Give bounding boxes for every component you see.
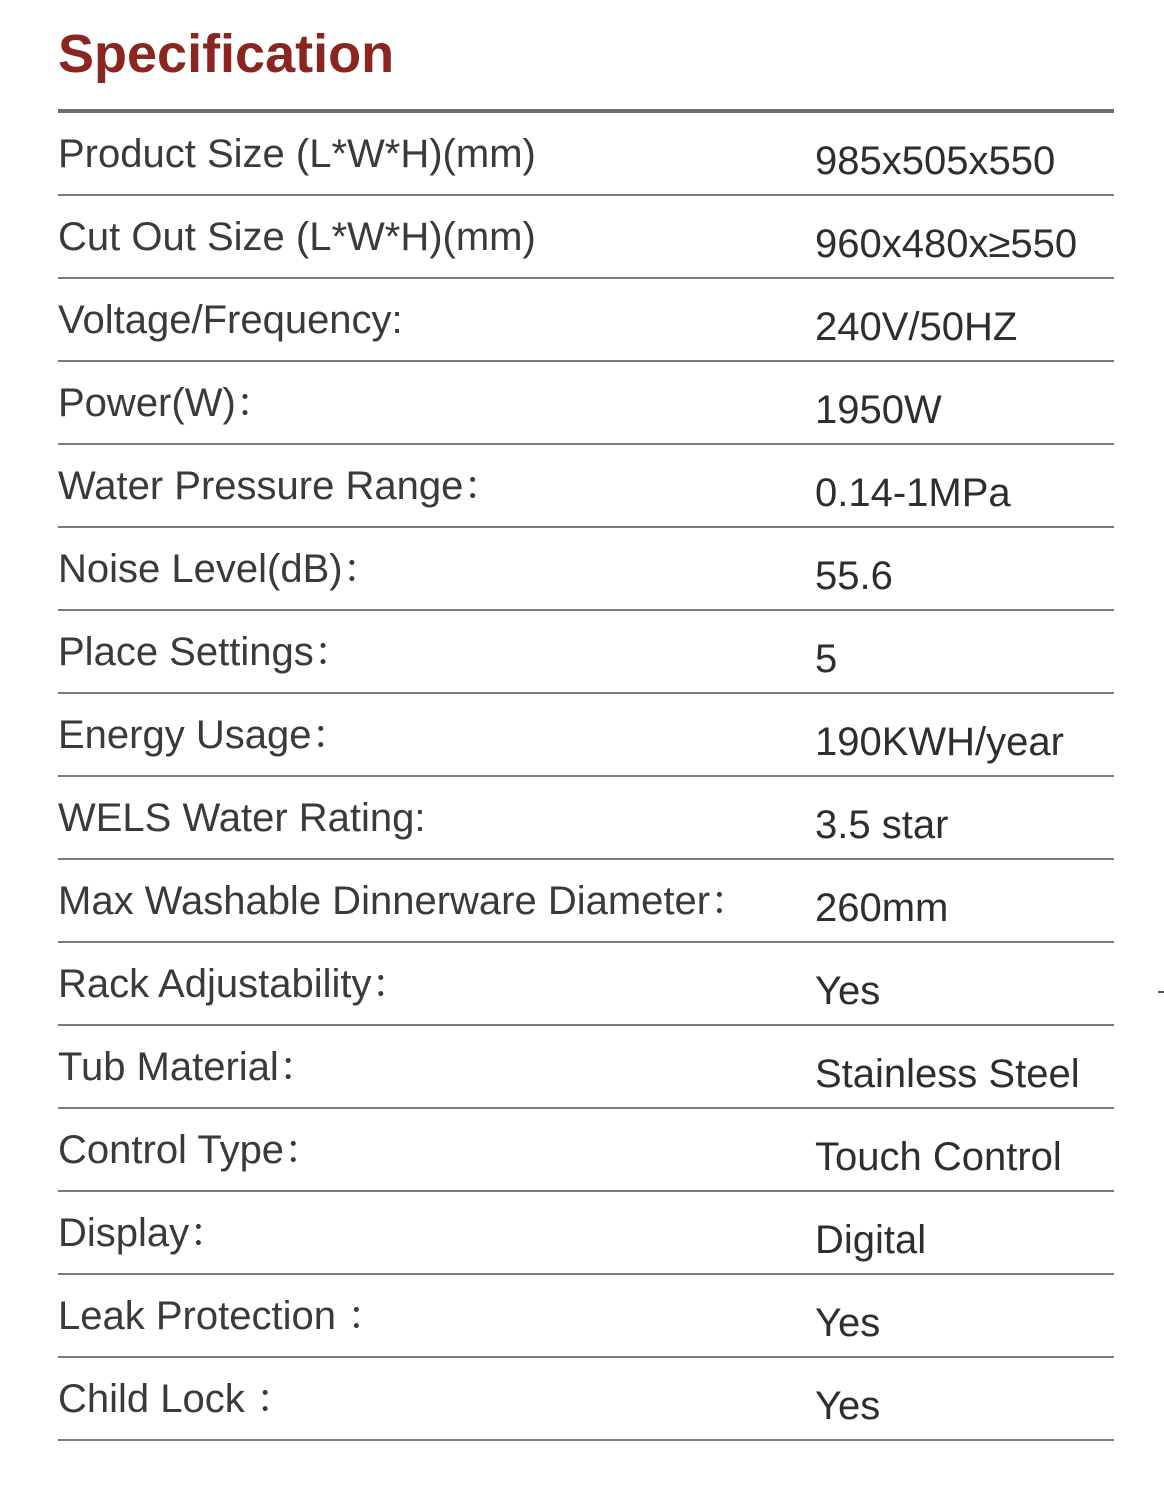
spec-row-voltage-frequency (58, 279, 1114, 362)
spec-value: 985x505x550 (815, 139, 1056, 183)
spec-row-noise-level (58, 528, 1114, 611)
spec-label: Child Lock ： (58, 1377, 296, 1421)
spec-label: Product Size (L*W*H)(mm) (58, 132, 536, 176)
spec-row-water-pressure (58, 445, 1114, 528)
spec-row-wels-rating (58, 777, 1114, 860)
spec-label: Rack Adjustability： (58, 962, 412, 1006)
edge-mark (1158, 991, 1164, 993)
page-title: Specification (58, 24, 395, 84)
spec-label: Power(W)： (58, 381, 276, 425)
spec-value: Touch Control (815, 1135, 1062, 1179)
spec-label: Place Settings： (58, 630, 354, 674)
spec-value: 5 (815, 637, 838, 681)
spec-value: 240V/50HZ (815, 305, 1018, 349)
spec-row-product-size (58, 113, 1114, 196)
spec-value: 0.14-1MPa (815, 471, 1011, 515)
spec-value: Yes (815, 969, 881, 1013)
spec-label: Control Type： (58, 1128, 325, 1172)
spec-label: Leak Protection ： (58, 1294, 388, 1338)
spec-value: Digital (815, 1218, 927, 1262)
spec-value: 960x480x≥550 (815, 222, 1078, 266)
spec-value: Stainless Steel (815, 1052, 1080, 1096)
spec-value: 3.5 star (815, 803, 949, 847)
spec-label: Cut Out Size (L*W*H)(mm) (58, 215, 536, 259)
spec-label: Noise Level(dB)： (58, 547, 383, 591)
spec-label: Tub Material： (58, 1045, 319, 1089)
spec-row-max-dinnerware-diameter (58, 860, 1114, 943)
spec-row-energy-usage (58, 694, 1114, 777)
spec-row-control-type (58, 1109, 1114, 1192)
spec-row-display (58, 1192, 1114, 1275)
spec-value: 190KWH/year (815, 720, 1064, 764)
spec-row-child-lock (58, 1358, 1114, 1441)
spec-label: Max Washable Dinnerware Diameter： (58, 879, 751, 923)
spec-value: 55.6 (815, 554, 893, 598)
spec-row-rack-adjustability (58, 943, 1114, 1026)
spec-label: Voltage/Frequency: (58, 298, 403, 342)
spec-label: Display： (58, 1211, 230, 1255)
spec-label: WELS Water Rating: (58, 796, 426, 840)
spec-value: 260mm (815, 886, 949, 930)
spec-label: Energy Usage： (58, 713, 352, 757)
spec-row-cut-out-size (58, 196, 1114, 279)
spec-value: Yes (815, 1384, 881, 1428)
spec-label: Water Pressure Range： (58, 464, 504, 508)
spec-row-place-settings (58, 611, 1114, 694)
spec-row-leak-protection (58, 1275, 1114, 1358)
spec-row-tub-material (58, 1026, 1114, 1109)
spec-value: 1950W (815, 388, 942, 432)
spec-value: Yes (815, 1301, 881, 1345)
spec-row-power (58, 362, 1114, 445)
spec-table (58, 109, 1114, 1441)
